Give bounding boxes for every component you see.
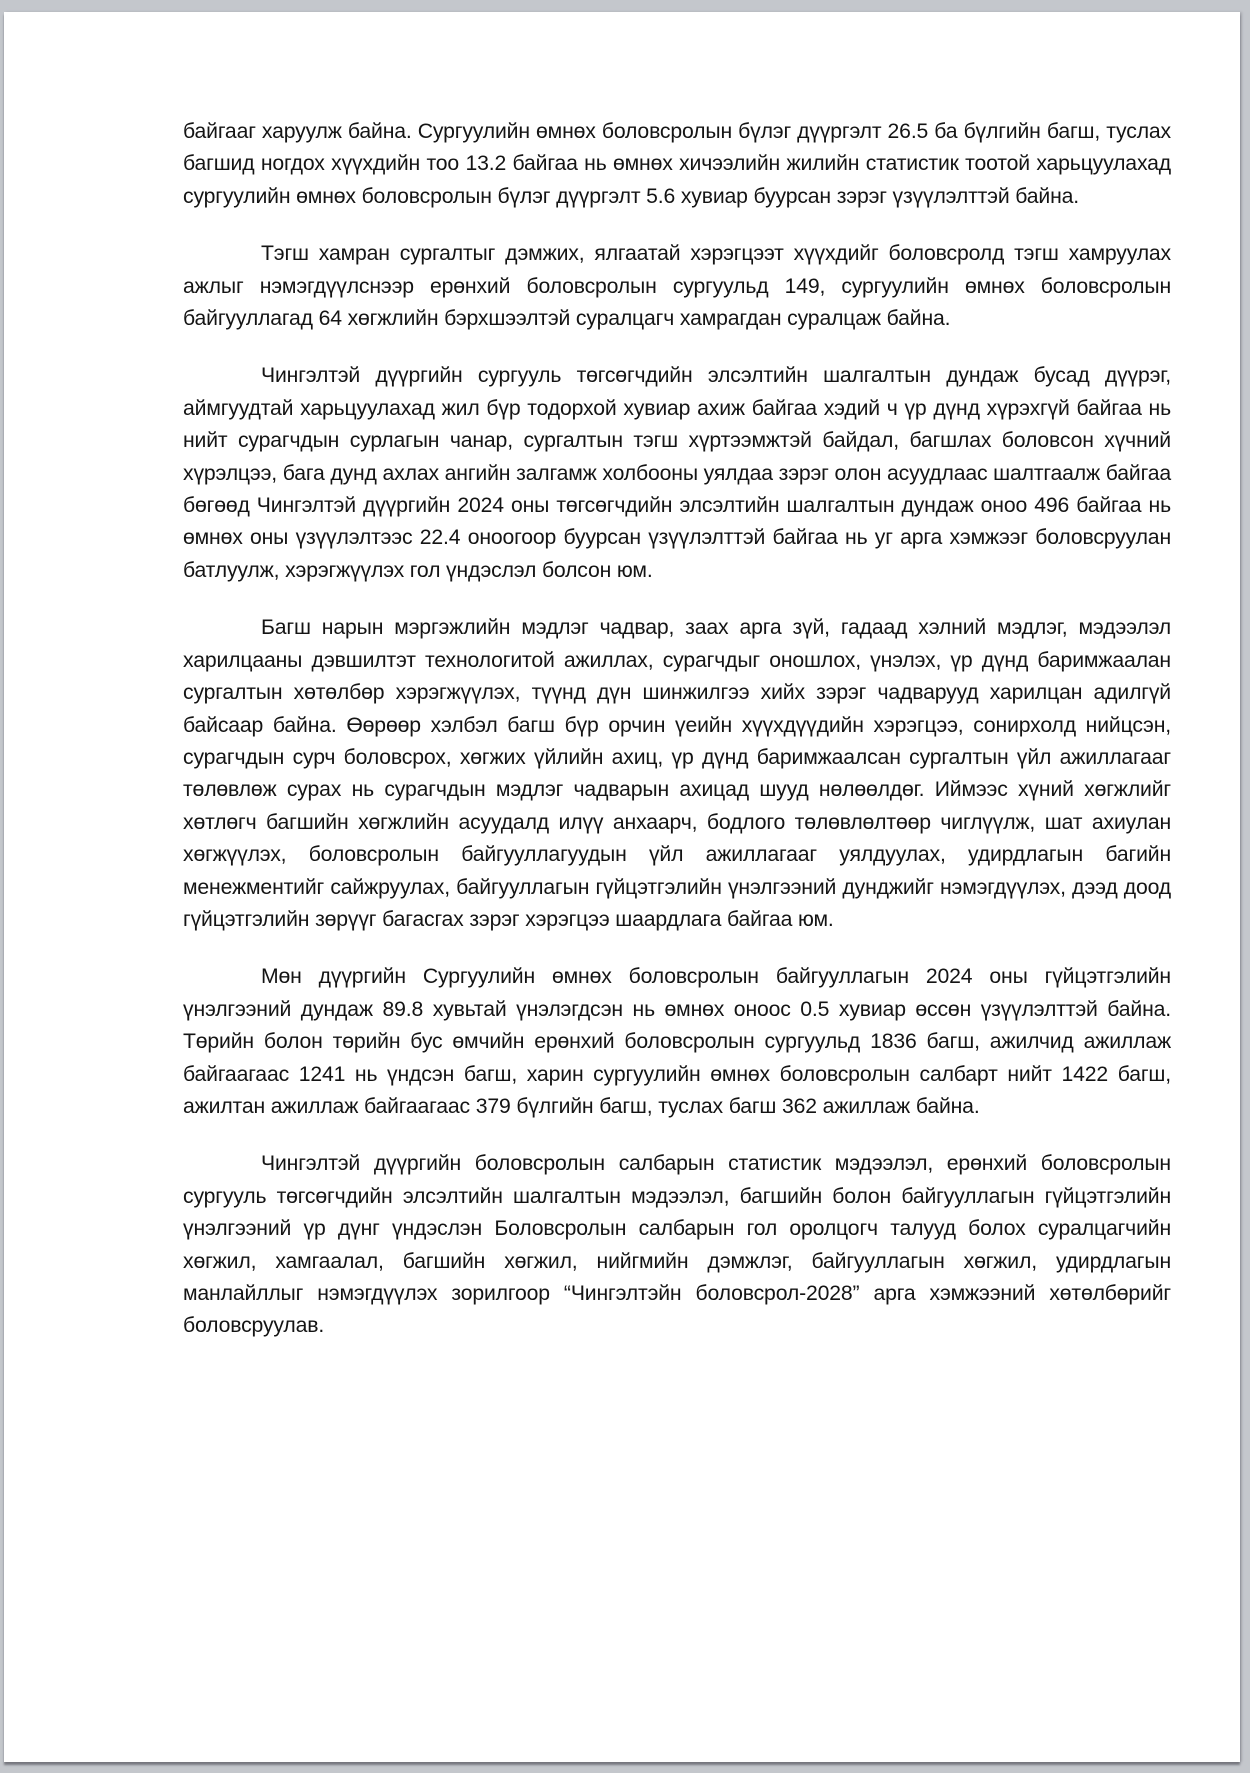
document-page <box>4 12 1240 1762</box>
paragraph-inclusive-education: Тэгш хамран сургалтыг дэмжих, ялгаатай хэрэгцээт хүүхдийг боловсролд тэгш хамруулах ажлыг нэмэгдүүлснээр ерөнхий боловсролын сургуульд 149, сургуулийн өмнөх боловсролын байгууллагад 64 хөгжлийн бэрхшээлтэй суралцагч хамрагдан суралцаж байна. <box>183 242 1171 331</box>
paragraph-exam-results: Чингэлтэй дүүргийн сургууль төгсөгчдийн элсэлтийн шалгалтын дундаж бусад дүүрэг, аймгуудтай харьцуулахад жил бүр тодорхой хувиар ахиж байгаа хэдий ч үр дүнд хүрэхгүй байгаа нь нийт сурагчдын сурлагын чанар, сургалтын тэгш хүртээмжтэй байдал, багшлах боловсон хүчний хүрэлцээ, бага дунд ахлах ангийн залгамж холбооны уялдаа зэрэг олон асуудлаас шалтгаалж байгаа бөгөөд Чингэлтэй дүүргийн 2024 оны төгсөгчдийн элсэлтийн шалгалтын дундаж оноо 496 байгаа нь өмнөх оны үзүүлэлтээс 22.4 оноогоор буурсан үзүүлэлттэй байгаа нь уг арга хэмжээг боловсруулан батлуулж, хэрэгжүүлэх гол үндэслэл болсон юм. <box>183 364 1171 582</box>
document-body <box>183 116 1171 1368</box>
paragraph-performance-evaluation: Мөн дүүргийн Сургуулийн өмнөх боловсролын байгууллагын 2024 оны гүйцэтгэлийн үнэлгээний дундаж 89.8 хувьтай үнэлэгдсэн нь өмнөх оноос 0.5 хувиар өссөн үзүүлэлттэй байна. Төрийн болон төрийн бус өмчийн ерөнхий боловсролын сургуульд 1836 багш, ажилчид ажиллаж байгаагаас 1241 нь үндсэн багш, харин сургуулийн өмнөх боловсролын салбарт нийт 1422 багш, ажилтан ажиллаж байгаагаас 379 бүлгийн багш, туслах багш 362 ажиллаж байна. <box>183 965 1171 1118</box>
paragraph-preschool-statistics: байгааг харуулж байна. Сургуулийн өмнөх боловсролын бүлэг дүүргэлт 26.5 ба бүлгийн багш, туслах багшид ногдох хүүхдийн тоо 13.2 байгаа нь өмнөх хичээлийн жилийн статистик тоотой харьцуулахад сургуулийн өмнөх боловсролын бүлэг дүүргэлт 5.6 хувиар буурсан зэрэг үзүүлэлттэй байна. <box>183 120 1171 208</box>
paragraph-teacher-skills: Багш нарын мэргэжлийн мэдлэг чадвар, заах арга зүй, гадаад хэлний мэдлэг, мэдээлэл харилцааны дэвшилтэт технологитой ажиллах, сурагчдыг оношлох, үнэлэх, үр дүнд баримжаалан сургалтын хөтөлбөр хэрэгжүүлэх, түүнд дүн шинжилгээ хийх зэрэг чадварууд харилцан адилгүй байсаар байна. Өөрөөр хэлбэл багш бүр орчин үеийн хүүхдүүдийн хэрэгцээ, сонирхолд нийцсэн, сурагчдын сурч боловсрох, хөгжих үйлийн ахиц, үр дүнд баримжаалсан сургалтын үйл ажиллагааг төлөвлөж сурах нь сурагчдын мэдлэг чадварын ахицад шууд нөлөөлдөг. Иймээс хүний хөгжлийг хөтлөгч багшийн хөгжлийн асуудалд илүү анхаарч, бодлого төлөвлөлтөөр чиглүүлж, шат ахиулан хөгжүүлэх, боловсролын байгууллагуудын үйл ажиллагааг уялдуулах, удирдлагын багийн менежментийг сайжруулах, байгууллагын гүйцэтгэлийн үнэлгээний дунджийг нэмэгдүүлэх, дээд доод гүйцэтгэлийн зөрүүг багасгах зэрэг хэрэгцээ шаардлага байгаа юм. <box>183 616 1171 931</box>
paragraph-program-summary: Чингэлтэй дүүргийн боловсролын салбарын статистик мэдээлэл, ерөнхий боловсролын сургууль төгсөгчдийн элсэлтийн шалгалтын мэдээлэл, багшийн болон байгууллагын гүйцэтгэлийн үнэлгээний үр дүнг үндэслэн Боловсролын салбарын гол оролцогч талууд болох суралцагчийн хөгжил, хамгаалал, багшийн хөгжил, нийгмийн дэмжлэг, байгууллагын хөгжил, удирдлагын манлайллыг нэмэгдүүлэх зорилгоор “Чингэлтэйн боловсрол-2028” арга хэмжээний хөтөлбөрийг боловсруулав. <box>183 1152 1171 1338</box>
